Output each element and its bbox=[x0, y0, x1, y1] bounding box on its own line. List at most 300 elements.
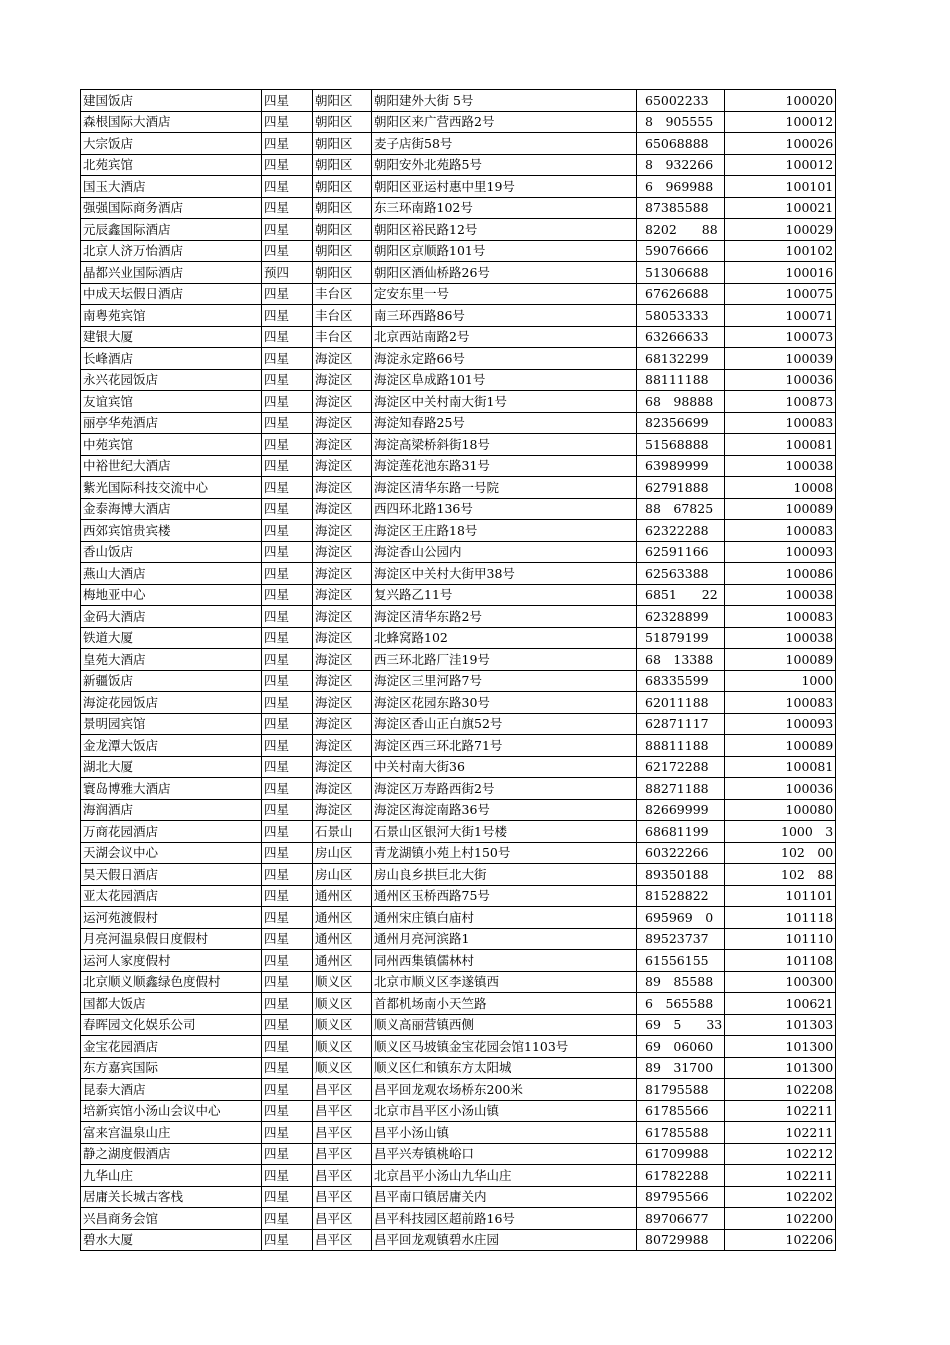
star-rating-cell[interactable]: 四星 bbox=[262, 176, 313, 198]
phone-cell[interactable]: 69 06060 bbox=[637, 1036, 725, 1058]
hotel-name-cell[interactable]: 寰岛博雅大酒店 bbox=[81, 778, 262, 800]
postcode-cell[interactable]: 100089 bbox=[725, 649, 836, 671]
district-cell[interactable]: 通州区 bbox=[313, 928, 372, 950]
district-cell[interactable]: 朝阳区 bbox=[313, 197, 372, 219]
phone-cell[interactable]: 89 85588 bbox=[637, 971, 725, 993]
district-cell[interactable]: 海淀区 bbox=[313, 563, 372, 585]
star-rating-cell[interactable]: 四星 bbox=[262, 670, 313, 692]
district-cell[interactable]: 海淀区 bbox=[313, 692, 372, 714]
hotel-name-cell[interactable]: 湖北大厦 bbox=[81, 756, 262, 778]
postcode-cell[interactable]: 101110 bbox=[725, 928, 836, 950]
district-cell[interactable]: 海淀区 bbox=[313, 412, 372, 434]
phone-cell[interactable]: 67626688 bbox=[637, 283, 725, 305]
hotel-name-cell[interactable]: 富来宫温泉山庄 bbox=[81, 1122, 262, 1144]
district-cell[interactable]: 朝阳区 bbox=[313, 219, 372, 241]
district-cell[interactable]: 丰台区 bbox=[313, 326, 372, 348]
star-rating-cell[interactable]: 四星 bbox=[262, 1208, 313, 1230]
postcode-cell[interactable]: 102 00 bbox=[725, 842, 836, 864]
phone-cell[interactable]: 62322288 bbox=[637, 520, 725, 542]
phone-cell[interactable]: 80729988 bbox=[637, 1229, 725, 1251]
hotel-name-cell[interactable]: 昊天假日酒店 bbox=[81, 864, 262, 886]
star-rating-cell[interactable]: 四星 bbox=[262, 756, 313, 778]
hotel-name-cell[interactable]: 建银大厦 bbox=[81, 326, 262, 348]
phone-cell[interactable]: 89523737 bbox=[637, 928, 725, 950]
postcode-cell[interactable]: 102211 bbox=[725, 1165, 836, 1187]
district-cell[interactable]: 房山区 bbox=[313, 842, 372, 864]
hotel-name-cell[interactable]: 中裕世纪大酒店 bbox=[81, 455, 262, 477]
phone-cell[interactable]: 89 31700 bbox=[637, 1057, 725, 1079]
hotel-name-cell[interactable]: 万商花园酒店 bbox=[81, 821, 262, 843]
postcode-cell[interactable]: 102212 bbox=[725, 1143, 836, 1165]
phone-cell[interactable]: 61709988 bbox=[637, 1143, 725, 1165]
address-cell[interactable]: 朝阳区来广营西路2号 bbox=[372, 111, 637, 133]
address-cell[interactable]: 青龙湖镇小苑上村150号 bbox=[372, 842, 637, 864]
hotel-name-cell[interactable]: 北京人济万怡酒店 bbox=[81, 240, 262, 262]
district-cell[interactable]: 海淀区 bbox=[313, 391, 372, 413]
address-cell[interactable]: 顺义高丽营镇西侧 bbox=[372, 1014, 637, 1036]
star-rating-cell[interactable]: 四星 bbox=[262, 799, 313, 821]
address-cell[interactable]: 海淀区中关村南大街1号 bbox=[372, 391, 637, 413]
postcode-cell[interactable]: 100081 bbox=[725, 756, 836, 778]
postcode-cell[interactable]: 100101 bbox=[725, 176, 836, 198]
address-cell[interactable]: 复兴路乙11号 bbox=[372, 584, 637, 606]
star-rating-cell[interactable]: 四星 bbox=[262, 907, 313, 929]
star-rating-cell[interactable]: 四星 bbox=[262, 1036, 313, 1058]
star-rating-cell[interactable]: 四星 bbox=[262, 778, 313, 800]
star-rating-cell[interactable]: 四星 bbox=[262, 928, 313, 950]
postcode-cell[interactable]: 101101 bbox=[725, 885, 836, 907]
star-rating-cell[interactable]: 四星 bbox=[262, 240, 313, 262]
postcode-cell[interactable]: 100089 bbox=[725, 735, 836, 757]
hotel-name-cell[interactable]: 新疆饭店 bbox=[81, 670, 262, 692]
hotel-name-cell[interactable]: 运河人家度假村 bbox=[81, 950, 262, 972]
star-rating-cell[interactable]: 四星 bbox=[262, 455, 313, 477]
address-cell[interactable]: 海淀区西三环北路71号 bbox=[372, 735, 637, 757]
address-cell[interactable]: 昌平兴寿镇桃峪口 bbox=[372, 1143, 637, 1165]
address-cell[interactable]: 通州月亮河滨路1 bbox=[372, 928, 637, 950]
phone-cell[interactable]: 63266633 bbox=[637, 326, 725, 348]
star-rating-cell[interactable]: 四星 bbox=[262, 1186, 313, 1208]
star-rating-cell[interactable]: 四星 bbox=[262, 1079, 313, 1101]
postcode-cell[interactable]: 100026 bbox=[725, 133, 836, 155]
district-cell[interactable]: 顺义区 bbox=[313, 971, 372, 993]
district-cell[interactable]: 昌平区 bbox=[313, 1165, 372, 1187]
star-rating-cell[interactable]: 四星 bbox=[262, 1057, 313, 1079]
address-cell[interactable]: 北京西站南路2号 bbox=[372, 326, 637, 348]
star-rating-cell[interactable]: 四星 bbox=[262, 950, 313, 972]
hotel-name-cell[interactable]: 金宝花园酒店 bbox=[81, 1036, 262, 1058]
star-rating-cell[interactable]: 四星 bbox=[262, 391, 313, 413]
star-rating-cell[interactable]: 四星 bbox=[262, 520, 313, 542]
hotel-name-cell[interactable]: 燕山大酒店 bbox=[81, 563, 262, 585]
phone-cell[interactable]: 63989999 bbox=[637, 455, 725, 477]
postcode-cell[interactable]: 100038 bbox=[725, 584, 836, 606]
district-cell[interactable]: 通州区 bbox=[313, 885, 372, 907]
district-cell[interactable]: 海淀区 bbox=[313, 735, 372, 757]
postcode-cell[interactable]: 101118 bbox=[725, 907, 836, 929]
address-cell[interactable]: 定安东里一号 bbox=[372, 283, 637, 305]
address-cell[interactable]: 海淀区阜成路101号 bbox=[372, 369, 637, 391]
phone-cell[interactable]: 65068888 bbox=[637, 133, 725, 155]
star-rating-cell[interactable]: 四星 bbox=[262, 735, 313, 757]
hotel-name-cell[interactable]: 九华山庄 bbox=[81, 1165, 262, 1187]
star-rating-cell[interactable]: 四星 bbox=[262, 133, 313, 155]
postcode-cell[interactable]: 100081 bbox=[725, 434, 836, 456]
postcode-cell[interactable]: 100020 bbox=[725, 90, 836, 112]
district-cell[interactable]: 海淀区 bbox=[313, 455, 372, 477]
hotel-name-cell[interactable]: 梅地亚中心 bbox=[81, 584, 262, 606]
address-cell[interactable]: 石景山区银河大街1号楼 bbox=[372, 821, 637, 843]
postcode-cell[interactable]: 101303 bbox=[725, 1014, 836, 1036]
postcode-cell[interactable]: 10008 bbox=[725, 477, 836, 499]
address-cell[interactable]: 海淀知春路25号 bbox=[372, 412, 637, 434]
phone-cell[interactable]: 62871117 bbox=[637, 713, 725, 735]
phone-cell[interactable]: 695969 0 bbox=[637, 907, 725, 929]
district-cell[interactable]: 朝阳区 bbox=[313, 262, 372, 284]
address-cell[interactable]: 昌平科技园区超前路16号 bbox=[372, 1208, 637, 1230]
district-cell[interactable]: 朝阳区 bbox=[313, 240, 372, 262]
star-rating-cell[interactable]: 四星 bbox=[262, 326, 313, 348]
district-cell[interactable]: 朝阳区 bbox=[313, 176, 372, 198]
phone-cell[interactable]: 68 98888 bbox=[637, 391, 725, 413]
star-rating-cell[interactable]: 预四 bbox=[262, 262, 313, 284]
address-cell[interactable]: 中关村南大街36 bbox=[372, 756, 637, 778]
address-cell[interactable]: 海淀区清华东路2号 bbox=[372, 606, 637, 628]
phone-cell[interactable]: 68681199 bbox=[637, 821, 725, 843]
hotel-name-cell[interactable]: 中成天坛假日酒店 bbox=[81, 283, 262, 305]
district-cell[interactable]: 顺义区 bbox=[313, 1014, 372, 1036]
district-cell[interactable]: 海淀区 bbox=[313, 627, 372, 649]
star-rating-cell[interactable]: 四星 bbox=[262, 154, 313, 176]
address-cell[interactable]: 朝阳建外大街 5号 bbox=[372, 90, 637, 112]
phone-cell[interactable]: 68335599 bbox=[637, 670, 725, 692]
phone-cell[interactable]: 88271188 bbox=[637, 778, 725, 800]
district-cell[interactable]: 顺义区 bbox=[313, 993, 372, 1015]
district-cell[interactable]: 顺义区 bbox=[313, 1057, 372, 1079]
phone-cell[interactable]: 6 565588 bbox=[637, 993, 725, 1015]
hotel-name-cell[interactable]: 兴昌商务会馆 bbox=[81, 1208, 262, 1230]
star-rating-cell[interactable]: 四星 bbox=[262, 713, 313, 735]
address-cell[interactable]: 海淀香山公园内 bbox=[372, 541, 637, 563]
hotel-name-cell[interactable]: 大宗饭店 bbox=[81, 133, 262, 155]
district-cell[interactable]: 昌平区 bbox=[313, 1186, 372, 1208]
district-cell[interactable]: 海淀区 bbox=[313, 713, 372, 735]
phone-cell[interactable]: 51879199 bbox=[637, 627, 725, 649]
hotel-name-cell[interactable]: 西郊宾馆贵宾楼 bbox=[81, 520, 262, 542]
address-cell[interactable]: 朝阳区酒仙桥路26号 bbox=[372, 262, 637, 284]
district-cell[interactable]: 丰台区 bbox=[313, 283, 372, 305]
hotel-name-cell[interactable]: 静之湖度假酒店 bbox=[81, 1143, 262, 1165]
star-rating-cell[interactable]: 四星 bbox=[262, 1165, 313, 1187]
phone-cell[interactable]: 8 932266 bbox=[637, 154, 725, 176]
hotel-name-cell[interactable]: 国都大饭店 bbox=[81, 993, 262, 1015]
district-cell[interactable]: 海淀区 bbox=[313, 477, 372, 499]
postcode-cell[interactable]: 100873 bbox=[725, 391, 836, 413]
star-rating-cell[interactable]: 四星 bbox=[262, 90, 313, 112]
address-cell[interactable]: 西四环北路136号 bbox=[372, 498, 637, 520]
star-rating-cell[interactable]: 四星 bbox=[262, 692, 313, 714]
address-cell[interactable]: 海淀区花园东路30号 bbox=[372, 692, 637, 714]
hotel-name-cell[interactable]: 长峰酒店 bbox=[81, 348, 262, 370]
postcode-cell[interactable]: 102211 bbox=[725, 1100, 836, 1122]
address-cell[interactable]: 房山良乡拱巨北大街 bbox=[372, 864, 637, 886]
district-cell[interactable]: 顺义区 bbox=[313, 1036, 372, 1058]
postcode-cell[interactable]: 100029 bbox=[725, 219, 836, 241]
postcode-cell[interactable]: 100089 bbox=[725, 498, 836, 520]
phone-cell[interactable]: 88 67825 bbox=[637, 498, 725, 520]
address-cell[interactable]: 海淀区海淀南路36号 bbox=[372, 799, 637, 821]
address-cell[interactable]: 通州宋庄镇白庙村 bbox=[372, 907, 637, 929]
phone-cell[interactable]: 62328899 bbox=[637, 606, 725, 628]
hotel-name-cell[interactable]: 铁道大厦 bbox=[81, 627, 262, 649]
phone-cell[interactable]: 68132299 bbox=[637, 348, 725, 370]
phone-cell[interactable]: 59076666 bbox=[637, 240, 725, 262]
address-cell[interactable]: 海淀区清华东路一号院 bbox=[372, 477, 637, 499]
phone-cell[interactable]: 8 905555 bbox=[637, 111, 725, 133]
district-cell[interactable]: 昌平区 bbox=[313, 1143, 372, 1165]
district-cell[interactable]: 海淀区 bbox=[313, 778, 372, 800]
phone-cell[interactable]: 89706677 bbox=[637, 1208, 725, 1230]
hotel-name-cell[interactable]: 紫光国际科技交流中心 bbox=[81, 477, 262, 499]
postcode-cell[interactable]: 100021 bbox=[725, 197, 836, 219]
phone-cell[interactable]: 8202 88 bbox=[637, 219, 725, 241]
postcode-cell[interactable]: 100621 bbox=[725, 993, 836, 1015]
address-cell[interactable]: 昌平小汤山镇 bbox=[372, 1122, 637, 1144]
hotel-name-cell[interactable]: 永兴花园饭店 bbox=[81, 369, 262, 391]
hotel-name-cell[interactable]: 北京顺义顺鑫绿色度假村 bbox=[81, 971, 262, 993]
address-cell[interactable]: 北京昌平小汤山九华山庄 bbox=[372, 1165, 637, 1187]
hotel-name-cell[interactable]: 友谊宾馆 bbox=[81, 391, 262, 413]
star-rating-cell[interactable]: 四星 bbox=[262, 627, 313, 649]
star-rating-cell[interactable]: 四星 bbox=[262, 649, 313, 671]
hotel-name-cell[interactable]: 建国饭店 bbox=[81, 90, 262, 112]
star-rating-cell[interactable]: 四星 bbox=[262, 283, 313, 305]
address-cell[interactable]: 海淀区中关村大街甲38号 bbox=[372, 563, 637, 585]
address-cell[interactable]: 昌平南口镇居庸关内 bbox=[372, 1186, 637, 1208]
hotel-name-cell[interactable]: 月亮河温泉假日度假村 bbox=[81, 928, 262, 950]
district-cell[interactable]: 海淀区 bbox=[313, 369, 372, 391]
address-cell[interactable]: 顺义区仁和镇东方太阳城 bbox=[372, 1057, 637, 1079]
star-rating-cell[interactable]: 四星 bbox=[262, 498, 313, 520]
hotel-name-cell[interactable]: 丽亭华苑酒店 bbox=[81, 412, 262, 434]
address-cell[interactable]: 海淀区三里河路7号 bbox=[372, 670, 637, 692]
phone-cell[interactable]: 61782288 bbox=[637, 1165, 725, 1187]
district-cell[interactable]: 通州区 bbox=[313, 950, 372, 972]
star-rating-cell[interactable]: 四星 bbox=[262, 305, 313, 327]
district-cell[interactable]: 朝阳区 bbox=[313, 154, 372, 176]
star-rating-cell[interactable]: 四星 bbox=[262, 434, 313, 456]
district-cell[interactable]: 昌平区 bbox=[313, 1208, 372, 1230]
district-cell[interactable]: 昌平区 bbox=[313, 1079, 372, 1101]
postcode-cell[interactable]: 100071 bbox=[725, 305, 836, 327]
star-rating-cell[interactable]: 四星 bbox=[262, 864, 313, 886]
district-cell[interactable]: 丰台区 bbox=[313, 305, 372, 327]
hotel-name-cell[interactable]: 海润酒店 bbox=[81, 799, 262, 821]
hotel-name-cell[interactable]: 金码大酒店 bbox=[81, 606, 262, 628]
postcode-cell[interactable]: 100086 bbox=[725, 563, 836, 585]
phone-cell[interactable]: 65002233 bbox=[637, 90, 725, 112]
hotel-name-cell[interactable]: 香山饭店 bbox=[81, 541, 262, 563]
address-cell[interactable]: 海淀高梁桥斜街18号 bbox=[372, 434, 637, 456]
postcode-cell[interactable]: 100083 bbox=[725, 692, 836, 714]
phone-cell[interactable]: 51306688 bbox=[637, 262, 725, 284]
hotel-name-cell[interactable]: 运河苑渡假村 bbox=[81, 907, 262, 929]
district-cell[interactable]: 海淀区 bbox=[313, 498, 372, 520]
star-rating-cell[interactable]: 四星 bbox=[262, 1143, 313, 1165]
district-cell[interactable]: 房山区 bbox=[313, 864, 372, 886]
district-cell[interactable]: 朝阳区 bbox=[313, 111, 372, 133]
district-cell[interactable]: 海淀区 bbox=[313, 606, 372, 628]
hotel-name-cell[interactable]: 国玉大酒店 bbox=[81, 176, 262, 198]
district-cell[interactable]: 海淀区 bbox=[313, 541, 372, 563]
star-rating-cell[interactable]: 四星 bbox=[262, 821, 313, 843]
hotel-name-cell[interactable]: 东方嘉宾国际 bbox=[81, 1057, 262, 1079]
postcode-cell[interactable]: 101300 bbox=[725, 1036, 836, 1058]
address-cell[interactable]: 北京市顺义区李遂镇西 bbox=[372, 971, 637, 993]
star-rating-cell[interactable]: 四星 bbox=[262, 1229, 313, 1251]
address-cell[interactable]: 顺义区马坡镇金宝花园会馆1103号 bbox=[372, 1036, 637, 1058]
postcode-cell[interactable]: 100036 bbox=[725, 369, 836, 391]
address-cell[interactable]: 首都机场南小天竺路 bbox=[372, 993, 637, 1015]
postcode-cell[interactable]: 100012 bbox=[725, 111, 836, 133]
postcode-cell[interactable]: 100073 bbox=[725, 326, 836, 348]
phone-cell[interactable]: 88811188 bbox=[637, 735, 725, 757]
postcode-cell[interactable]: 102206 bbox=[725, 1229, 836, 1251]
star-rating-cell[interactable]: 四星 bbox=[262, 219, 313, 241]
star-rating-cell[interactable]: 四星 bbox=[262, 477, 313, 499]
hotel-name-cell[interactable]: 景明园宾馆 bbox=[81, 713, 262, 735]
postcode-cell[interactable]: 102208 bbox=[725, 1079, 836, 1101]
phone-cell[interactable]: 81795588 bbox=[637, 1079, 725, 1101]
postcode-cell[interactable]: 1000 bbox=[725, 670, 836, 692]
phone-cell[interactable]: 62563388 bbox=[637, 563, 725, 585]
hotel-name-cell[interactable]: 春晖园文化娱乐公司 bbox=[81, 1014, 262, 1036]
phone-cell[interactable]: 58053333 bbox=[637, 305, 725, 327]
address-cell[interactable]: 朝阳区亚运村惠中里19号 bbox=[372, 176, 637, 198]
address-cell[interactable]: 海淀区王庄路18号 bbox=[372, 520, 637, 542]
address-cell[interactable]: 朝阳区京顺路101号 bbox=[372, 240, 637, 262]
address-cell[interactable]: 海淀永定路66号 bbox=[372, 348, 637, 370]
phone-cell[interactable]: 6 969988 bbox=[637, 176, 725, 198]
star-rating-cell[interactable]: 四星 bbox=[262, 541, 313, 563]
star-rating-cell[interactable]: 四星 bbox=[262, 885, 313, 907]
postcode-cell[interactable]: 102211 bbox=[725, 1122, 836, 1144]
address-cell[interactable]: 同州西集镇儒林村 bbox=[372, 950, 637, 972]
postcode-cell[interactable]: 100016 bbox=[725, 262, 836, 284]
phone-cell[interactable]: 61785588 bbox=[637, 1122, 725, 1144]
district-cell[interactable]: 石景山 bbox=[313, 821, 372, 843]
hotel-name-cell[interactable]: 南粤苑宾馆 bbox=[81, 305, 262, 327]
star-rating-cell[interactable]: 四星 bbox=[262, 412, 313, 434]
postcode-cell[interactable]: 100102 bbox=[725, 240, 836, 262]
postcode-cell[interactable]: 100300 bbox=[725, 971, 836, 993]
hotel-name-cell[interactable]: 碧水大厦 bbox=[81, 1229, 262, 1251]
postcode-cell[interactable]: 100038 bbox=[725, 455, 836, 477]
hotel-name-cell[interactable]: 居庸关长城古客栈 bbox=[81, 1186, 262, 1208]
hotel-name-cell[interactable]: 昆泰大酒店 bbox=[81, 1079, 262, 1101]
phone-cell[interactable]: 60322266 bbox=[637, 842, 725, 864]
postcode-cell[interactable]: 100080 bbox=[725, 799, 836, 821]
district-cell[interactable]: 昌平区 bbox=[313, 1229, 372, 1251]
district-cell[interactable]: 海淀区 bbox=[313, 434, 372, 456]
hotel-name-cell[interactable]: 晶都兴业国际酒店 bbox=[81, 262, 262, 284]
postcode-cell[interactable]: 101300 bbox=[725, 1057, 836, 1079]
district-cell[interactable]: 海淀区 bbox=[313, 348, 372, 370]
hotel-name-cell[interactable]: 强强国际商务酒店 bbox=[81, 197, 262, 219]
district-cell[interactable]: 海淀区 bbox=[313, 520, 372, 542]
district-cell[interactable]: 海淀区 bbox=[313, 670, 372, 692]
star-rating-cell[interactable]: 四星 bbox=[262, 971, 313, 993]
hotel-name-cell[interactable]: 金龙潭大饭店 bbox=[81, 735, 262, 757]
district-cell[interactable]: 通州区 bbox=[313, 907, 372, 929]
address-cell[interactable]: 海淀区万寿路西街2号 bbox=[372, 778, 637, 800]
star-rating-cell[interactable]: 四星 bbox=[262, 111, 313, 133]
postcode-cell[interactable]: 100083 bbox=[725, 520, 836, 542]
phone-cell[interactable]: 69 5 33 bbox=[637, 1014, 725, 1036]
postcode-cell[interactable]: 102200 bbox=[725, 1208, 836, 1230]
star-rating-cell[interactable]: 四星 bbox=[262, 1122, 313, 1144]
star-rating-cell[interactable]: 四星 bbox=[262, 993, 313, 1015]
district-cell[interactable]: 海淀区 bbox=[313, 799, 372, 821]
hotel-name-cell[interactable]: 培新宾馆小汤山会议中心 bbox=[81, 1100, 262, 1122]
phone-cell[interactable]: 62011188 bbox=[637, 692, 725, 714]
address-cell[interactable]: 昌平回龙观镇碧水庄园 bbox=[372, 1229, 637, 1251]
postcode-cell[interactable]: 100038 bbox=[725, 627, 836, 649]
phone-cell[interactable]: 89795566 bbox=[637, 1186, 725, 1208]
phone-cell[interactable]: 62791888 bbox=[637, 477, 725, 499]
hotel-name-cell[interactable]: 天湖会议中心 bbox=[81, 842, 262, 864]
postcode-cell[interactable]: 101108 bbox=[725, 950, 836, 972]
phone-cell[interactable]: 62172288 bbox=[637, 756, 725, 778]
postcode-cell[interactable]: 102202 bbox=[725, 1186, 836, 1208]
hotel-name-cell[interactable]: 海淀花园饭店 bbox=[81, 692, 262, 714]
hotel-name-cell[interactable]: 金泰海博大酒店 bbox=[81, 498, 262, 520]
star-rating-cell[interactable]: 四星 bbox=[262, 584, 313, 606]
phone-cell[interactable]: 51568888 bbox=[637, 434, 725, 456]
star-rating-cell[interactable]: 四星 bbox=[262, 1100, 313, 1122]
postcode-cell[interactable]: 100083 bbox=[725, 606, 836, 628]
postcode-cell[interactable]: 100012 bbox=[725, 154, 836, 176]
address-cell[interactable]: 北京市昌平区小汤山镇 bbox=[372, 1100, 637, 1122]
district-cell[interactable]: 朝阳区 bbox=[313, 133, 372, 155]
phone-cell[interactable]: 82669999 bbox=[637, 799, 725, 821]
phone-cell[interactable]: 68 13388 bbox=[637, 649, 725, 671]
phone-cell[interactable]: 88111188 bbox=[637, 369, 725, 391]
phone-cell[interactable]: 61556155 bbox=[637, 950, 725, 972]
star-rating-cell[interactable]: 四星 bbox=[262, 348, 313, 370]
star-rating-cell[interactable]: 四星 bbox=[262, 369, 313, 391]
address-cell[interactable]: 海淀莲花池东路31号 bbox=[372, 455, 637, 477]
star-rating-cell[interactable]: 四星 bbox=[262, 1014, 313, 1036]
address-cell[interactable]: 南三环西路86号 bbox=[372, 305, 637, 327]
district-cell[interactable]: 朝阳区 bbox=[313, 90, 372, 112]
district-cell[interactable]: 海淀区 bbox=[313, 756, 372, 778]
postcode-cell[interactable]: 100093 bbox=[725, 541, 836, 563]
star-rating-cell[interactable]: 四星 bbox=[262, 197, 313, 219]
postcode-cell[interactable]: 100036 bbox=[725, 778, 836, 800]
district-cell[interactable]: 海淀区 bbox=[313, 649, 372, 671]
postcode-cell[interactable]: 100093 bbox=[725, 713, 836, 735]
address-cell[interactable]: 北蜂窝路102 bbox=[372, 627, 637, 649]
hotel-name-cell[interactable]: 北苑宾馆 bbox=[81, 154, 262, 176]
phone-cell[interactable]: 61785566 bbox=[637, 1100, 725, 1122]
district-cell[interactable]: 海淀区 bbox=[313, 584, 372, 606]
hotel-name-cell[interactable]: 森根国际大酒店 bbox=[81, 111, 262, 133]
star-rating-cell[interactable]: 四星 bbox=[262, 842, 313, 864]
address-cell[interactable]: 朝阳区裕民路12号 bbox=[372, 219, 637, 241]
postcode-cell[interactable]: 102 88 bbox=[725, 864, 836, 886]
hotel-name-cell[interactable]: 元辰鑫国际酒店 bbox=[81, 219, 262, 241]
